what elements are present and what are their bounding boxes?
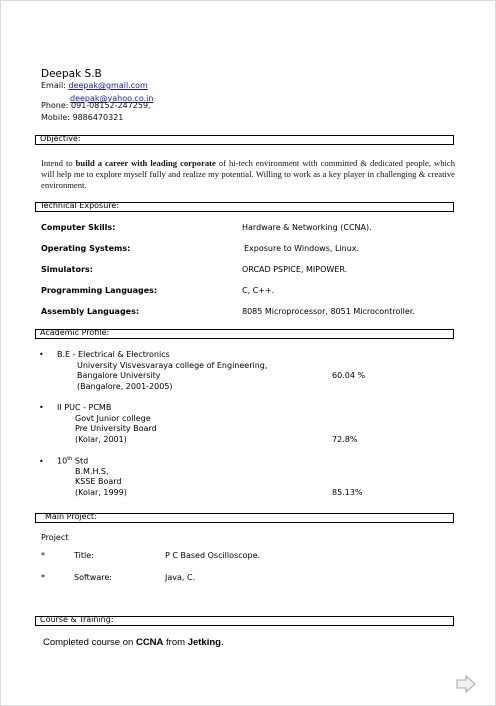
project-software-label: Software: <box>74 573 112 582</box>
degree-title <box>57 456 88 466</box>
project-software-value: Java, C. <box>165 573 196 582</box>
email-label: Email: <box>41 81 69 90</box>
course-text-pre: Completed course on <box>43 637 136 648</box>
degree-score: 60.04 % <box>332 371 366 380</box>
degree-title-rest: Std <box>72 456 89 466</box>
project-heading-bar <box>35 513 454 523</box>
degree-title: II PUC - PCMB <box>57 403 112 412</box>
skill-label: Computer Skills: <box>41 223 116 232</box>
project-bullet-icon: * <box>41 573 45 582</box>
degree-line: (Bangalore, 2001-2005) <box>77 382 173 391</box>
email-link-yahoo[interactable]: deepak@yahoo.co.in <box>70 94 154 103</box>
objective-text-pre: Intend to <box>41 158 76 168</box>
course-name: CCNA <box>135 637 164 648</box>
objective-heading-bar <box>35 135 454 145</box>
mobile-line: Mobile: 9886470321 <box>41 113 124 122</box>
skill-value: 8085 Microprocessor, 8051 Microcontroller. <box>242 307 415 316</box>
skill-label: Simulators: <box>41 265 93 274</box>
course-institute: Jetking <box>187 637 221 648</box>
academic-heading: Academic Profile: <box>40 328 110 337</box>
project-label: Project <box>41 533 69 542</box>
project-title-value: P C Based Oscilloscope. <box>165 551 261 560</box>
project-title-label: Title: <box>74 551 94 560</box>
objective-text-bold: build a career with leading corporate <box>75 158 216 168</box>
degree-line: University Visvesvaraya college of Engineering, <box>77 361 268 370</box>
skill-value: Exposure to Windows, Linux. <box>244 244 360 253</box>
email-link-gmail[interactable]: deepak@gmail.com <box>68 81 148 90</box>
degree-line: B.M.H.S, <box>75 467 109 476</box>
degree-score: 85.13% <box>332 488 363 497</box>
course-text-post: . <box>220 637 224 648</box>
bullet-icon: • <box>39 350 44 359</box>
degree-line: (Kolar, 1999) <box>75 488 127 497</box>
course-heading-bar <box>35 616 454 626</box>
degree-line: (Kolar, 2001) <box>75 435 127 444</box>
degree-line: Pre University Board <box>75 424 157 433</box>
degree-score: 72.8% <box>332 435 358 444</box>
academic-heading-bar <box>35 329 454 339</box>
degree-title-num: 10 <box>57 456 68 466</box>
technical-heading-bar <box>35 202 454 212</box>
degree-line: Govt Junior college <box>75 414 151 423</box>
project-heading: Main Project: <box>45 512 97 521</box>
bullet-icon: • <box>39 403 44 412</box>
skill-value: Hardware & Networking (CCNA). <box>242 223 372 232</box>
project-bullet-icon: * <box>41 551 45 560</box>
bullet-icon: • <box>39 457 44 466</box>
candidate-name: Deepak S.B <box>41 68 102 80</box>
course-heading: Course & Training: <box>40 615 114 624</box>
objective-heading: Objective: <box>40 134 81 143</box>
degree-title-sup: th <box>67 456 73 462</box>
course-text-mid: from <box>163 637 188 648</box>
degree-title: B.E - Electrical & Electronics <box>57 350 170 359</box>
skill-label: Operating Systems: <box>41 244 131 253</box>
email-line <box>41 81 148 90</box>
skill-label: Programming Languages: <box>41 286 158 295</box>
degree-line: Bangalore University <box>77 371 161 380</box>
objective-text <box>41 158 455 191</box>
technical-heading: Technical Exposure: <box>40 201 120 210</box>
course-text <box>43 637 224 648</box>
skill-value: ORCAD PSPICE, MIPOWER. <box>242 265 348 274</box>
next-arrow-icon[interactable] <box>456 675 476 693</box>
skill-label: Assembly Languages: <box>41 307 140 316</box>
objective-text-post: of hi-tech environment with committed & dedicated people, which will help me to explore myself fully and realize my potential. Willing to work as a key player in challenging & creative environment. <box>41 158 455 190</box>
skill-value: C, C++. <box>242 286 275 295</box>
phone-line: Phone: 091-08152-247259, <box>41 101 151 110</box>
degree-line: KSSE Board <box>75 477 122 486</box>
